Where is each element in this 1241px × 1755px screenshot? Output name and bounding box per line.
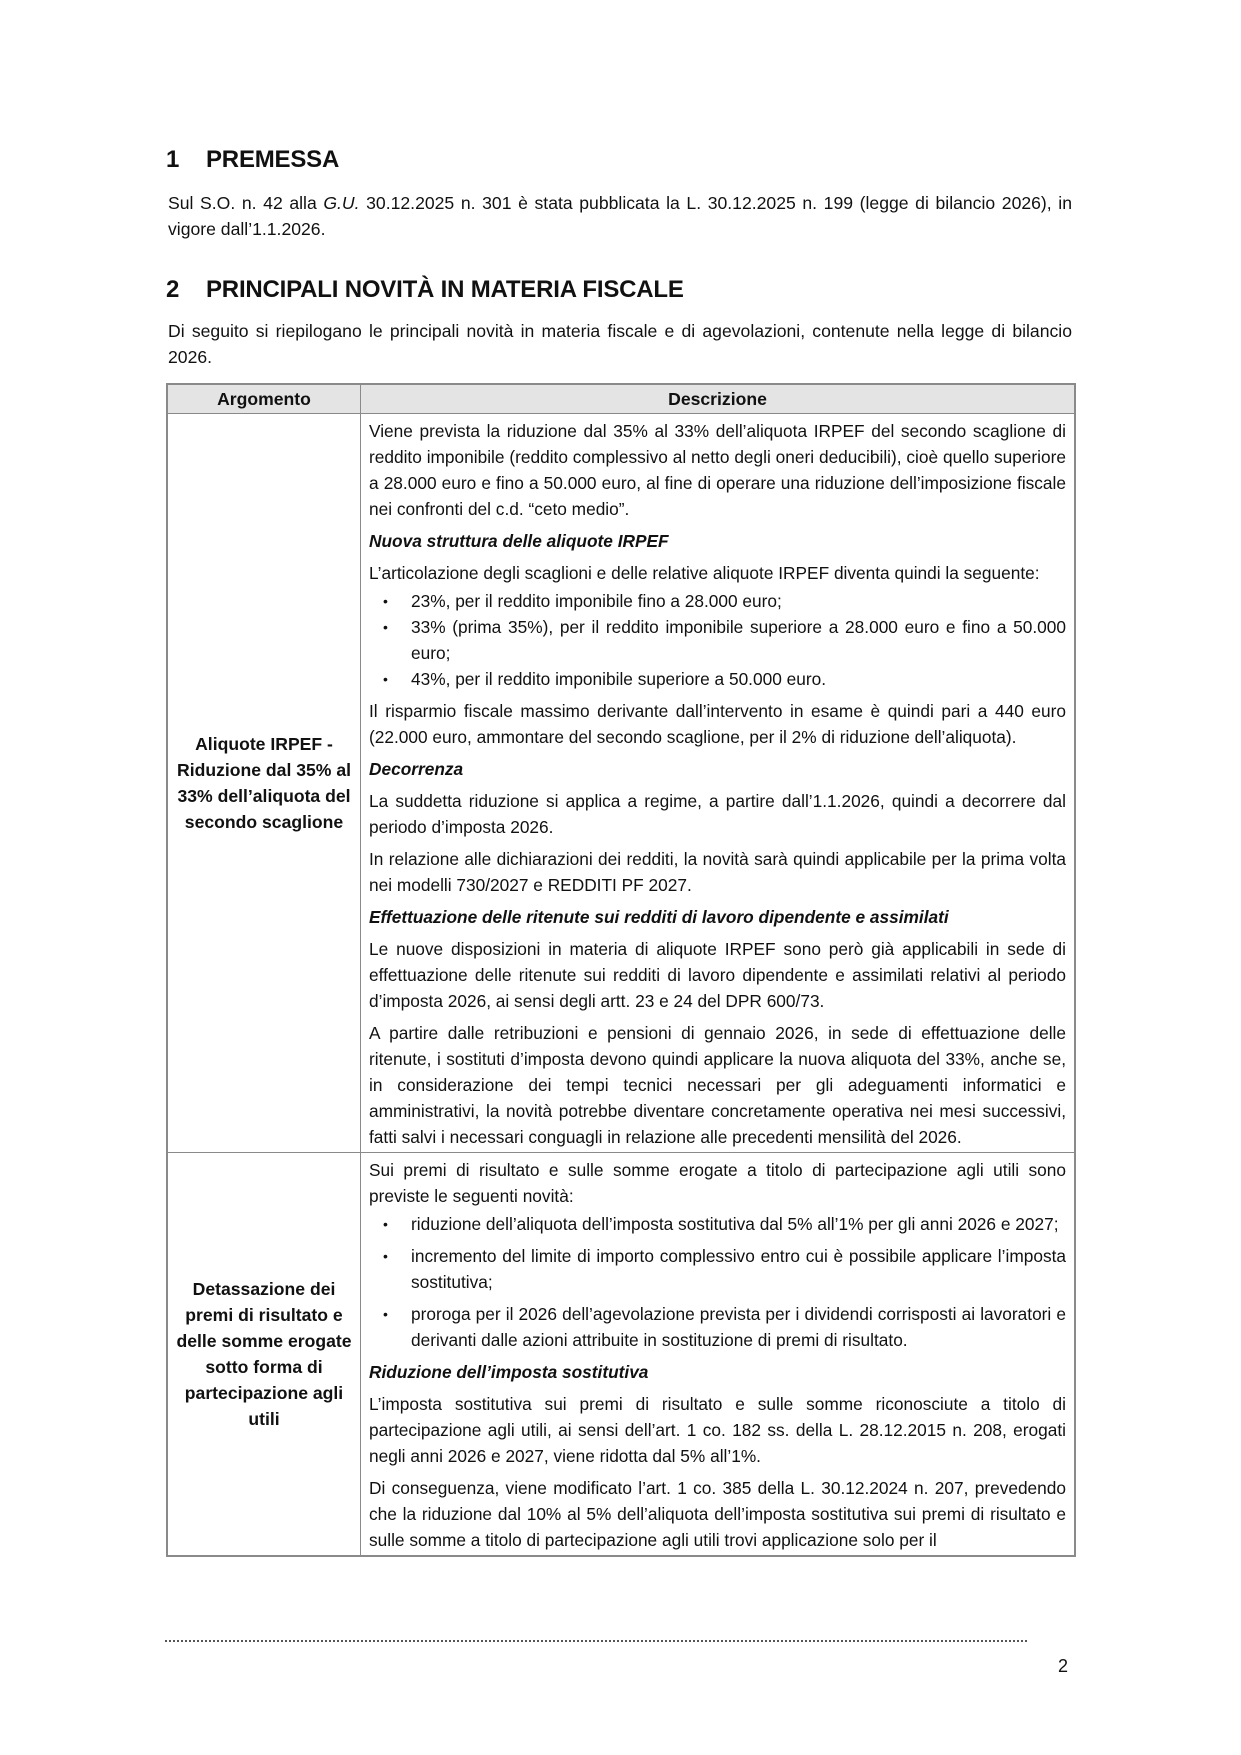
table-header-row	[167, 384, 1075, 414]
bullet-list	[369, 588, 1066, 692]
bullet-icon: •	[383, 593, 388, 609]
page-number: 2	[1058, 1656, 1069, 1676]
bullet-list	[369, 1211, 1066, 1353]
bullet-icon: •	[383, 671, 388, 687]
description-paragraph: Il risparmio fiscale massimo derivante dall’intervento in esame è quindi pari a 440 euro (22.000 euro, ammontare del secondo scaglione, per il 2% di riduzione dell’aliquota).	[369, 701, 1066, 747]
description-paragraph: L’articolazione degli scaglioni e delle relative aliquote IRPEF diventa quindi la seguente:	[369, 563, 1040, 583]
subheading: Decorrenza	[369, 759, 464, 779]
list-item-text: riduzione dell’aliquota dell’imposta sostitutiva dal 5% all’1% per gli anni 2026 e 2027;	[411, 1214, 1059, 1234]
bullet-icon: •	[383, 619, 388, 635]
bullet-icon: •	[383, 1216, 388, 1232]
section-heading-premessa	[166, 146, 339, 174]
footer-dotted-divider	[165, 1640, 1027, 1642]
table-row	[167, 414, 1075, 1153]
bullet-icon: •	[383, 1248, 388, 1264]
list-item-text: incremento del limite di importo complessivo entro cui è possibile applicare l’imposta sostitutiva;	[411, 1246, 1066, 1292]
list-item	[383, 666, 1066, 692]
column-header-descrizione: Descrizione	[361, 384, 1076, 414]
list-item	[383, 614, 1066, 666]
description-paragraph: L’imposta sostitutiva sui premi di risultato e sulle somme riconosciute a titolo di partecipazione agli utili, ai sensi dell’art. 1 co. 182 ss. della L. 28.12.2015 n. 208, erogati negli anni 2026 e 2027, viene ridotta dal 5% all’1%.	[369, 1394, 1066, 1466]
table-row	[167, 1153, 1075, 1557]
description-paragraph: Viene prevista la riduzione dal 35% al 33% dell’aliquota IRPEF del secondo scaglione di reddito imponibile (reddito complessivo al netto degli oneri deducibili), cioè quello superiore a 28.000 euro e fino a 50.000 euro, al fine di operare una riduzione dell’imposizione fiscale nei confronti del c.d. “ceto medio”.	[369, 421, 1066, 519]
text-run-italic: G.U.	[323, 193, 360, 213]
list-item	[383, 588, 1066, 614]
subheading: Effettuazione delle ritenute sui redditi di lavoro dipendente e assimilati	[369, 907, 949, 927]
premessa-paragraph	[168, 190, 1072, 242]
section-number: 2	[166, 276, 180, 303]
subheading: Nuova struttura delle aliquote IRPEF	[369, 531, 669, 551]
column-header-argomento: Argomento	[167, 384, 361, 414]
section-heading-novita-fiscali	[166, 276, 684, 304]
list-item-text: 23%, per il reddito imponibile fino a 28.000 euro;	[411, 591, 782, 611]
novita-intro-paragraph: Di seguito si riepilogano le principali novità in materia fiscale e di agevolazioni, contenute nella legge di bilancio 2026.	[168, 321, 1072, 367]
topic-cell: Detassazione dei premi di risultato e delle somme erogate sotto forma di partecipazione agli utili	[167, 1153, 361, 1557]
description-paragraph: Le nuove disposizioni in materia di aliquote IRPEF sono però già applicabili in sede di effettuazione delle ritenute sui redditi di lavoro dipendente e assimilati relativi al periodo d’imposta 2026, ai sensi degli artt. 23 e 24 del DPR 600/73.	[369, 939, 1066, 1011]
description-paragraph: A partire dalle retribuzioni e pensioni di gennaio 2026, in sede di effettuazione delle ritenute, i sostituti d’imposta devono quindi applicare la nuova aliquota del 33%, anche se, in considerazione dei tempi tecnici necessari per gli adeguamenti informatici e amministrativi, la novità potrebbe diventare concretamente operativa nei mesi successivi, fatti salvi i necessari conguagli in relazione alle precedenti mensilità del 2026.	[369, 1023, 1066, 1147]
description-cell	[361, 1153, 1076, 1557]
topic-cell: Aliquote IRPEF - Riduzione dal 35% al 33% dell’aliquota del secondo scaglione	[167, 414, 361, 1153]
description-paragraph: Di conseguenza, viene modificato l’art. 1 co. 385 della L. 30.12.2024 n. 207, prevedendo che la riduzione dal 10% al 5% dell’aliquota dell’imposta sostitutiva sui premi di risultato e sulle somme a titolo di partecipazione agli utili trovi applicazione solo per il	[369, 1478, 1066, 1550]
description-cell	[361, 414, 1076, 1153]
list-item-text: 33% (prima 35%), per il reddito imponibile superiore a 28.000 euro e fino a 50.000 euro;	[411, 617, 1066, 663]
list-item	[383, 1301, 1066, 1353]
subheading: Riduzione dell’imposta sostitutiva	[369, 1362, 649, 1382]
list-item-text: 43%, per il reddito imponibile superiore a 50.000 euro.	[411, 669, 827, 689]
description-paragraph: Sui premi di risultato e sulle somme erogate a titolo di partecipazione agli utili sono previste le seguenti novità:	[369, 1160, 1066, 1206]
section-title: PRINCIPALI NOVITÀ IN MATERIA FISCALE	[206, 276, 684, 303]
novita-table	[166, 383, 1076, 1557]
section-title: PREMESSA	[206, 146, 340, 173]
text-run: Sul S.O. n. 42 alla	[168, 193, 324, 213]
list-item	[383, 1243, 1066, 1295]
bullet-icon: •	[383, 1306, 388, 1322]
description-paragraph: La suddetta riduzione si applica a regime, a partire dall’1.1.2026, quindi a decorrere dal periodo d’imposta 2026.	[369, 791, 1066, 837]
section-number: 1	[166, 146, 180, 173]
list-item	[383, 1211, 1066, 1237]
text-run: 30.12.2025 n. 301 è stata pubblicata la L. 30.12.2025 n. 199 (legge di bilancio 2026), in vigore dall’1.1.2026.	[168, 193, 1072, 239]
list-item-text: proroga per il 2026 dell’agevolazione prevista per i dividendi corrisposti ai lavoratori e derivanti dalle azioni attribuite in sostituzione di premi di risultato.	[411, 1304, 1066, 1350]
description-paragraph: In relazione alle dichiarazioni dei redditi, la novità sarà quindi applicabile per la prima volta nei modelli 730/2027 e REDDITI PF 2027.	[369, 849, 1066, 895]
